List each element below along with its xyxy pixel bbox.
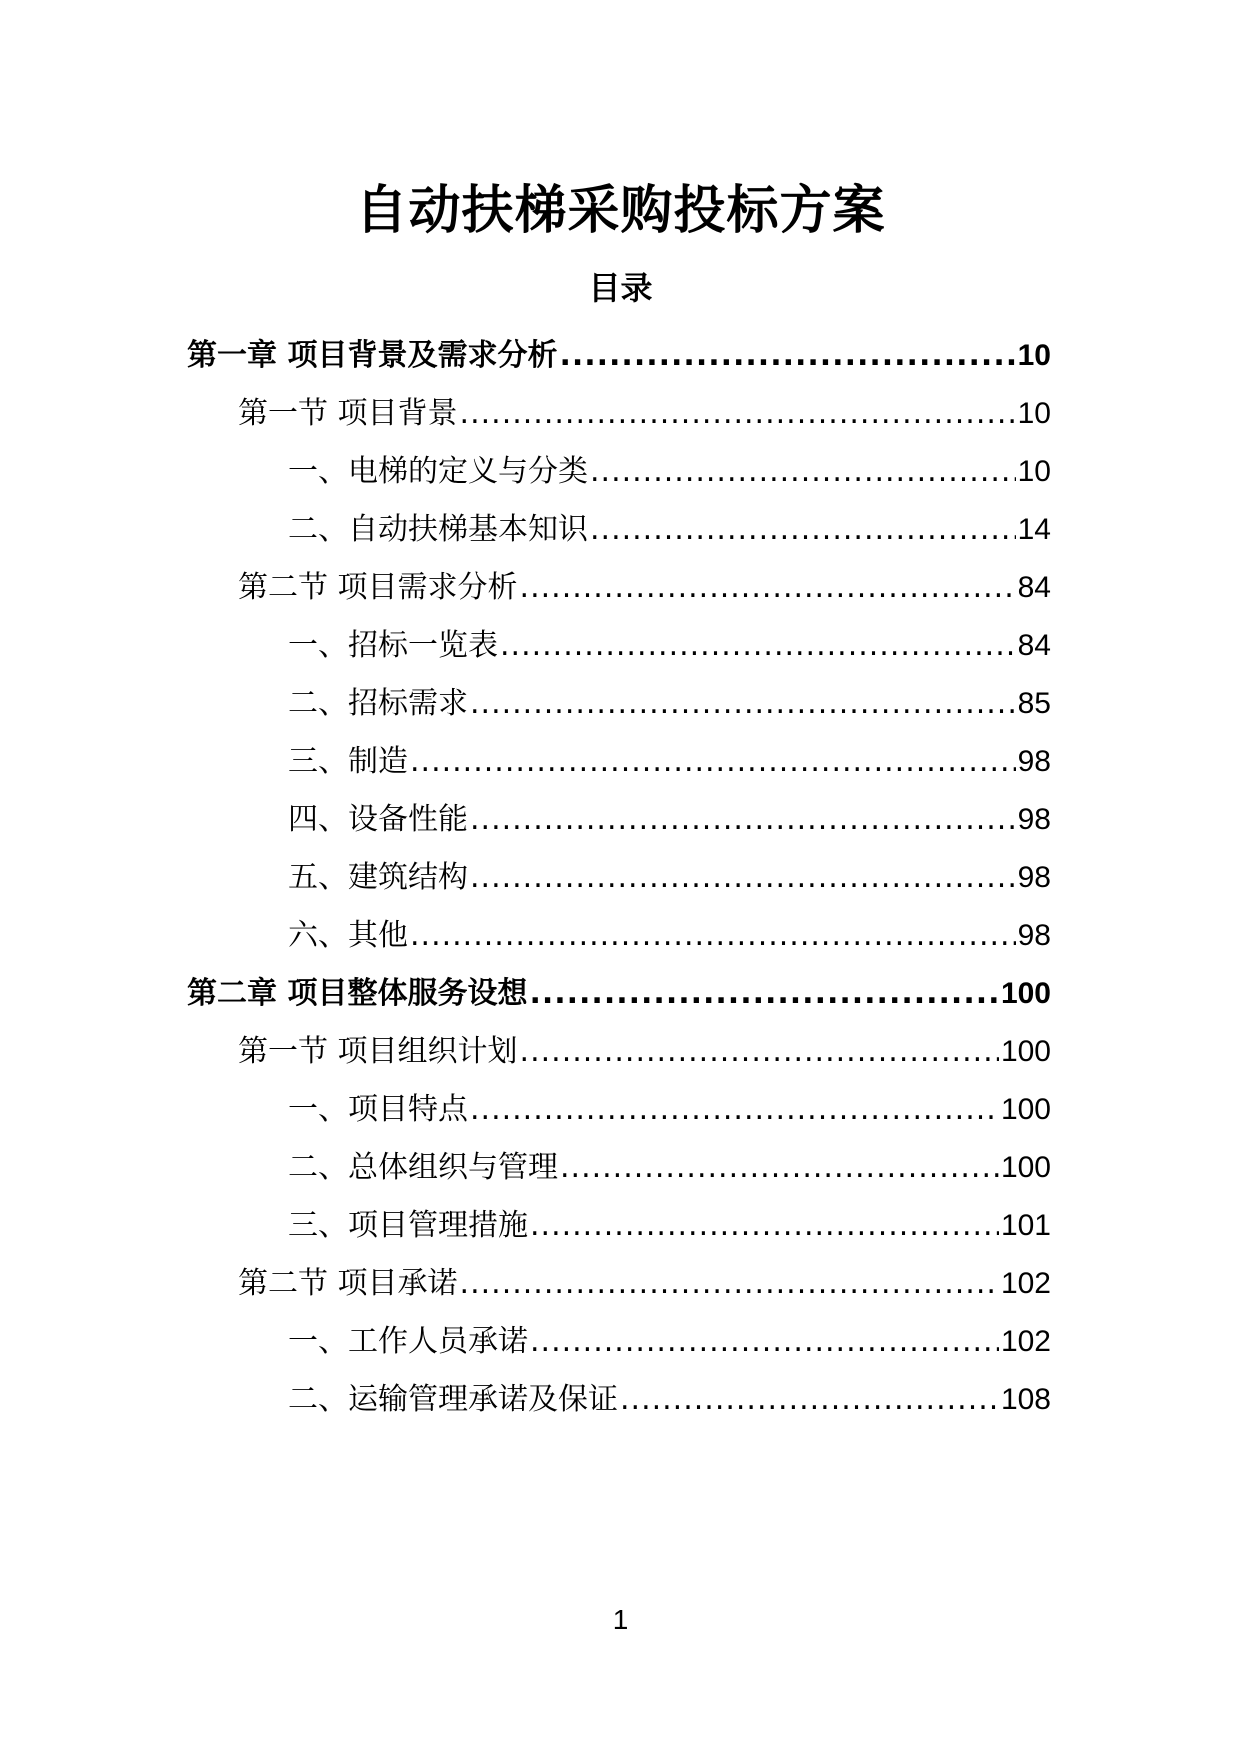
toc-leader-dots bbox=[470, 791, 1016, 849]
toc-entry-subsection[interactable] bbox=[288, 1371, 1051, 1429]
toc-entry-page: 84 bbox=[1017, 629, 1051, 662]
toc-entry-text: 第一节 项目背景 bbox=[238, 396, 458, 431]
toc-leader-dots bbox=[500, 617, 1016, 675]
toc-entry-subsection[interactable] bbox=[288, 501, 1051, 559]
toc-entry-page: 102 bbox=[1000, 1325, 1051, 1358]
toc-entry-text: 一、电梯的定义与分类 bbox=[288, 454, 588, 489]
toc-leader-dots bbox=[559, 327, 1015, 385]
toc-leader-dots bbox=[410, 907, 1016, 965]
toc-leader-dots bbox=[590, 443, 1016, 501]
toc-entry-text: 一、项目特点 bbox=[288, 1092, 468, 1127]
toc-entry-page: 101 bbox=[1000, 1209, 1051, 1242]
toc-leader-dots bbox=[529, 965, 998, 1023]
toc-heading: 目录 bbox=[588, 269, 653, 307]
toc-entry-subsection[interactable] bbox=[288, 907, 1051, 965]
toc-entry-page: 98 bbox=[1017, 861, 1051, 894]
toc-leader-dots bbox=[410, 733, 1016, 791]
toc-entry-subsection[interactable] bbox=[288, 849, 1051, 907]
toc-leader-dots bbox=[560, 1139, 999, 1197]
toc-entry-section[interactable] bbox=[238, 559, 1051, 617]
toc-leader-dots bbox=[470, 675, 1016, 733]
toc-entry-text: 二、运输管理承诺及保证 bbox=[288, 1382, 618, 1417]
toc-entry-page: 102 bbox=[1000, 1267, 1051, 1300]
toc-entry-text: 四、设备性能 bbox=[288, 802, 468, 837]
toc-entry-page: 98 bbox=[1017, 919, 1051, 952]
toc-entry-page: 84 bbox=[1017, 571, 1051, 604]
toc-entry-page: 98 bbox=[1017, 803, 1051, 836]
toc-entry-subsection[interactable] bbox=[288, 1197, 1051, 1255]
toc-leader-dots bbox=[530, 1313, 999, 1371]
toc-entry-page: 100 bbox=[1000, 1035, 1051, 1068]
toc-leader-dots bbox=[470, 1081, 999, 1139]
toc-entry-page: 10 bbox=[1017, 455, 1051, 488]
toc-entry-text: 六、其他 bbox=[288, 918, 408, 953]
toc-entry-page: 100 bbox=[1000, 1151, 1051, 1184]
toc-leader-dots bbox=[470, 849, 1016, 907]
toc-entry-subsection[interactable] bbox=[288, 675, 1051, 733]
toc-entry-text: 第一章 项目背景及需求分析 bbox=[187, 338, 558, 373]
toc-entry-section[interactable] bbox=[238, 1255, 1051, 1313]
toc-entry-subsection[interactable] bbox=[288, 791, 1051, 849]
toc-entry-subsection[interactable] bbox=[288, 443, 1051, 501]
toc-entry-subsection[interactable] bbox=[288, 733, 1051, 791]
toc-entry-text: 一、工作人员承诺 bbox=[288, 1324, 528, 1359]
toc-entry-subsection[interactable] bbox=[288, 1313, 1051, 1371]
toc-entry-text: 第二章 项目整体服务设想 bbox=[187, 976, 528, 1011]
toc-entry-page: 100 bbox=[1000, 1093, 1051, 1126]
toc-entry-page: 98 bbox=[1017, 745, 1051, 778]
toc-entry-section[interactable] bbox=[238, 1023, 1051, 1081]
toc-entry-text: 二、自动扶梯基本知识 bbox=[288, 512, 588, 547]
toc-entry-text: 一、招标一览表 bbox=[288, 628, 498, 663]
toc-leader-dots bbox=[590, 501, 1016, 559]
toc-entry-page: 14 bbox=[1017, 513, 1051, 546]
toc-entry-text: 三、制造 bbox=[288, 744, 408, 779]
toc-entry-section[interactable] bbox=[238, 385, 1051, 443]
toc-entry-page: 10 bbox=[1017, 339, 1051, 372]
toc-entry-subsection[interactable] bbox=[288, 617, 1051, 675]
toc-entry-subsection[interactable] bbox=[288, 1081, 1051, 1139]
toc-entry-chapter[interactable] bbox=[187, 965, 1051, 1023]
page-number: 1 bbox=[612, 1604, 629, 1635]
toc-entry-page: 100 bbox=[1000, 977, 1051, 1010]
toc-entry-text: 第二节 项目需求分析 bbox=[238, 570, 518, 605]
toc-entry-text: 第一节 项目组织计划 bbox=[238, 1034, 518, 1069]
toc-entry-page: 10 bbox=[1017, 397, 1051, 430]
toc-entry-chapter[interactable] bbox=[187, 327, 1051, 385]
toc-entry-text: 二、招标需求 bbox=[288, 686, 468, 721]
toc-entry-text: 二、总体组织与管理 bbox=[288, 1150, 558, 1185]
toc-entry-subsection[interactable] bbox=[288, 1139, 1051, 1197]
toc-leader-dots bbox=[620, 1371, 999, 1429]
toc-leader-dots bbox=[530, 1197, 999, 1255]
toc-leader-dots bbox=[520, 559, 1016, 617]
toc-entry-page: 108 bbox=[1000, 1383, 1051, 1416]
toc-leader-dots bbox=[460, 385, 1016, 443]
toc-leader-dots bbox=[520, 1023, 999, 1081]
toc-entry-text: 第二节 项目承诺 bbox=[238, 1266, 458, 1301]
toc-leader-dots bbox=[460, 1255, 999, 1313]
toc-entry-text: 三、项目管理措施 bbox=[288, 1208, 528, 1243]
document-title: 自动扶梯采购投标方案 bbox=[355, 181, 886, 241]
toc-entry-text: 五、建筑结构 bbox=[288, 860, 468, 895]
toc-entry-page: 85 bbox=[1017, 687, 1051, 720]
